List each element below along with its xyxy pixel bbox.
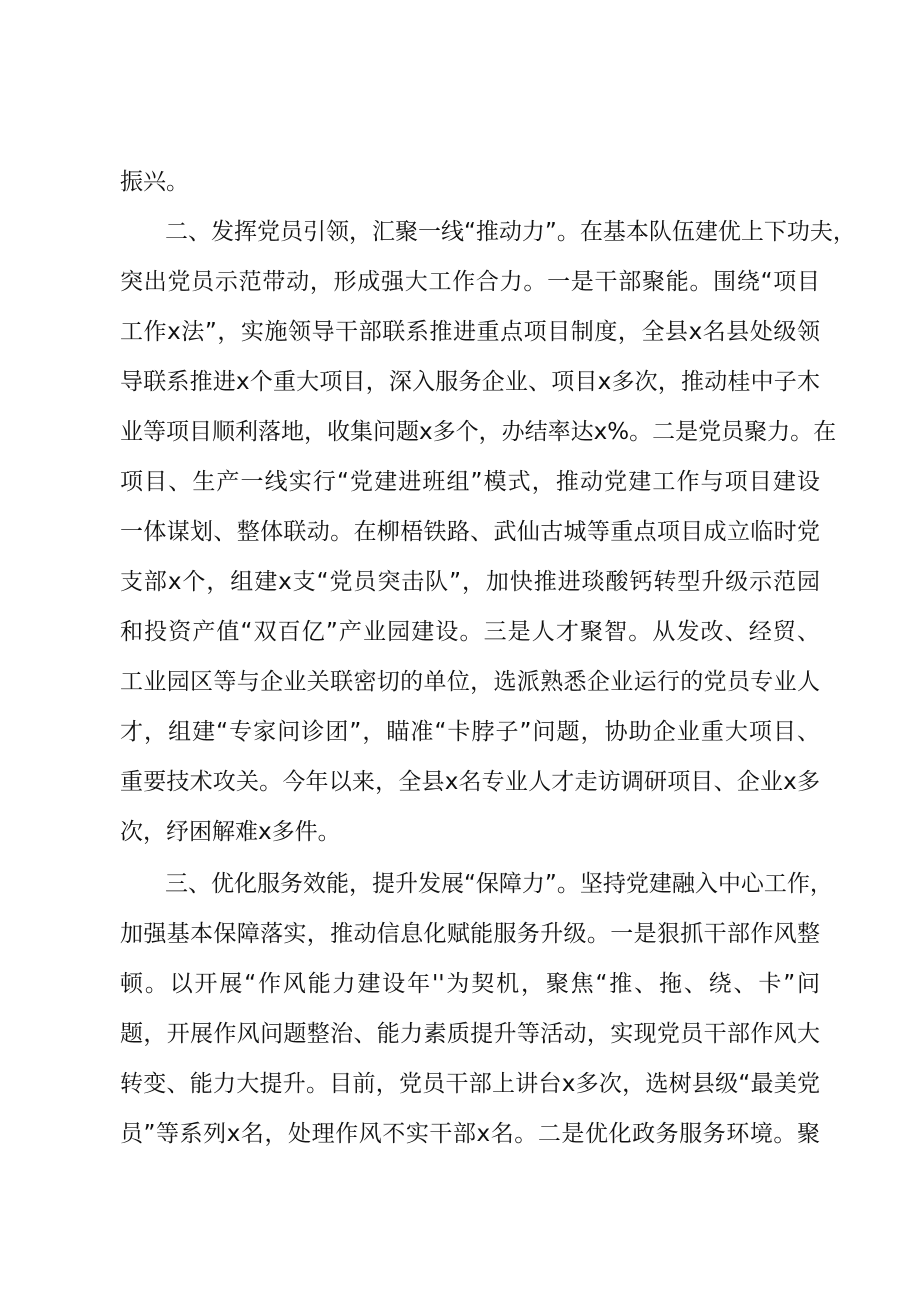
text-line: 工业园区等与企业关联密切的单位，选派熟悉企业运行的党员专业人 [120, 669, 820, 695]
text-line: 支部x个，组建x支“党员突击队”，加快推进琰酸钙转型升级示范园 [120, 569, 820, 595]
text-line: 加强基本保障落实，推动信息化赋能服务升级。一是狠抓干部作风整 [120, 921, 820, 947]
text-line: 和投资产值“双百亿”产业园建设。三是人才聚智。从发改、经贸、 [120, 619, 820, 645]
text-line: 振兴。 [120, 169, 189, 195]
text-line: 重要技术攻关。今年以来，全县x名专业人才走访调研项目、企业x多 [120, 769, 820, 795]
section-heading-line: 二、发挥党员引领，汇聚一线“推动力”。在基本队伍建优上下功夫， [165, 219, 856, 245]
text-line: 导联系推进x个重大项目，深入服务企业、项目x多次，推动桂中子木 [120, 369, 820, 395]
text-line: 转变、能力大提升。目前，党员干部上讲台x多次，选树县级“最美党 [120, 1071, 820, 1097]
text-line: 突出党员示范带动，形成强大工作合力。一是干部聚能。围绕“项目 [120, 269, 820, 295]
text-line: 项目、生产一线实行“党建进班组”模式，推动党建工作与项目建设 [120, 469, 820, 495]
text-line: 工作x法”，实施领导干部联系推进重点项目制度，全县x名县处级领 [120, 319, 820, 345]
text-line: 一体谋划、整体联动。在柳梧铁路、武仙古城等重点项目成立临时党 [120, 519, 820, 545]
text-line: 业等项目顺利落地，收集问题x多个，办结率达x%。二是党员聚力。在 [120, 419, 837, 445]
text-line: 题，开展作风问题整治、能力素质提升等活动，实现党员干部作风大 [120, 1021, 820, 1047]
text-line: 才，组建“专家问诊团”，瞄准“卡脖子”问题，协助企业重大项目、 [120, 719, 820, 745]
section-heading-line: 三、优化服务效能，提升发展“保障力”。坚持党建融入中心工作， [165, 871, 833, 897]
text-line: 顿。以开展“作风能力建设年''为契机，聚焦“推、拖、绕、卡”问 [120, 971, 820, 997]
text-line: 员”等系列x名，处理作风不实干部x名。二是优化政务服务环境。聚 [120, 1121, 820, 1147]
text-line: 次，纾困解难x多件。 [120, 819, 341, 845]
